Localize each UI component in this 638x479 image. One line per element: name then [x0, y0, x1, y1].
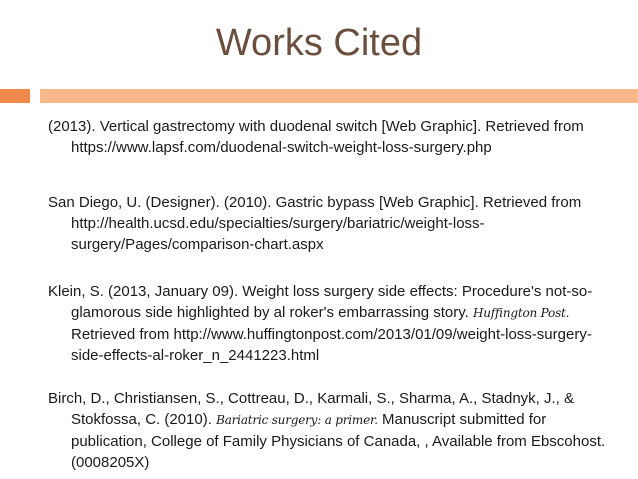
slide-title: Works Cited — [215, 22, 423, 64]
reference-source-title: Huffington Post. — [472, 306, 570, 320]
reference-entry: (2013). Vertical gastrectomy with duodenal switch [Web Graphic]. Retrieved from https://www.lapsf.com/duodenal-switch-weight-loss-surgery.php — [48, 118, 584, 156]
reference-text: Retrieved from http://www.huffingtonpost.com/2013/01/09/weight-loss-surgery-side-effects-al-roker_n_2441223.html — [71, 326, 592, 364]
reference-entry — [48, 388, 613, 473]
reference-text: Klein, S. (2013, January 09). Weight loss surgery side effects: Procedure's not-so-glamorous side highlighted by al roker's embarrassing story. — [48, 283, 593, 321]
title-divider-accent — [0, 89, 30, 103]
reference-entry: San Diego, U. (Designer). (2010). Gastric bypass [Web Graphic]. Retrieved from http://health.ucsd.edu/specialties/surgery/bariatric/weight-loss-surgery/Pages/comparison-chart.aspx — [48, 194, 582, 253]
reference-source-title: Bariatric surgery: a primer. — [216, 413, 378, 427]
title-divider-bar — [40, 89, 638, 103]
references-list — [48, 116, 613, 473]
reference-text: Birch, D., Christiansen, S., Cottreau, D., Karmali, S., Sharma, A., Stadnyk, J., & Stokfossa, C. (2010). — [48, 390, 575, 428]
reference-entry — [48, 281, 613, 366]
reference-text: Manuscript submitted for publication, College of Family Physicians of Canada, , Available from Ebscohost. (0008205X) — [71, 411, 606, 471]
